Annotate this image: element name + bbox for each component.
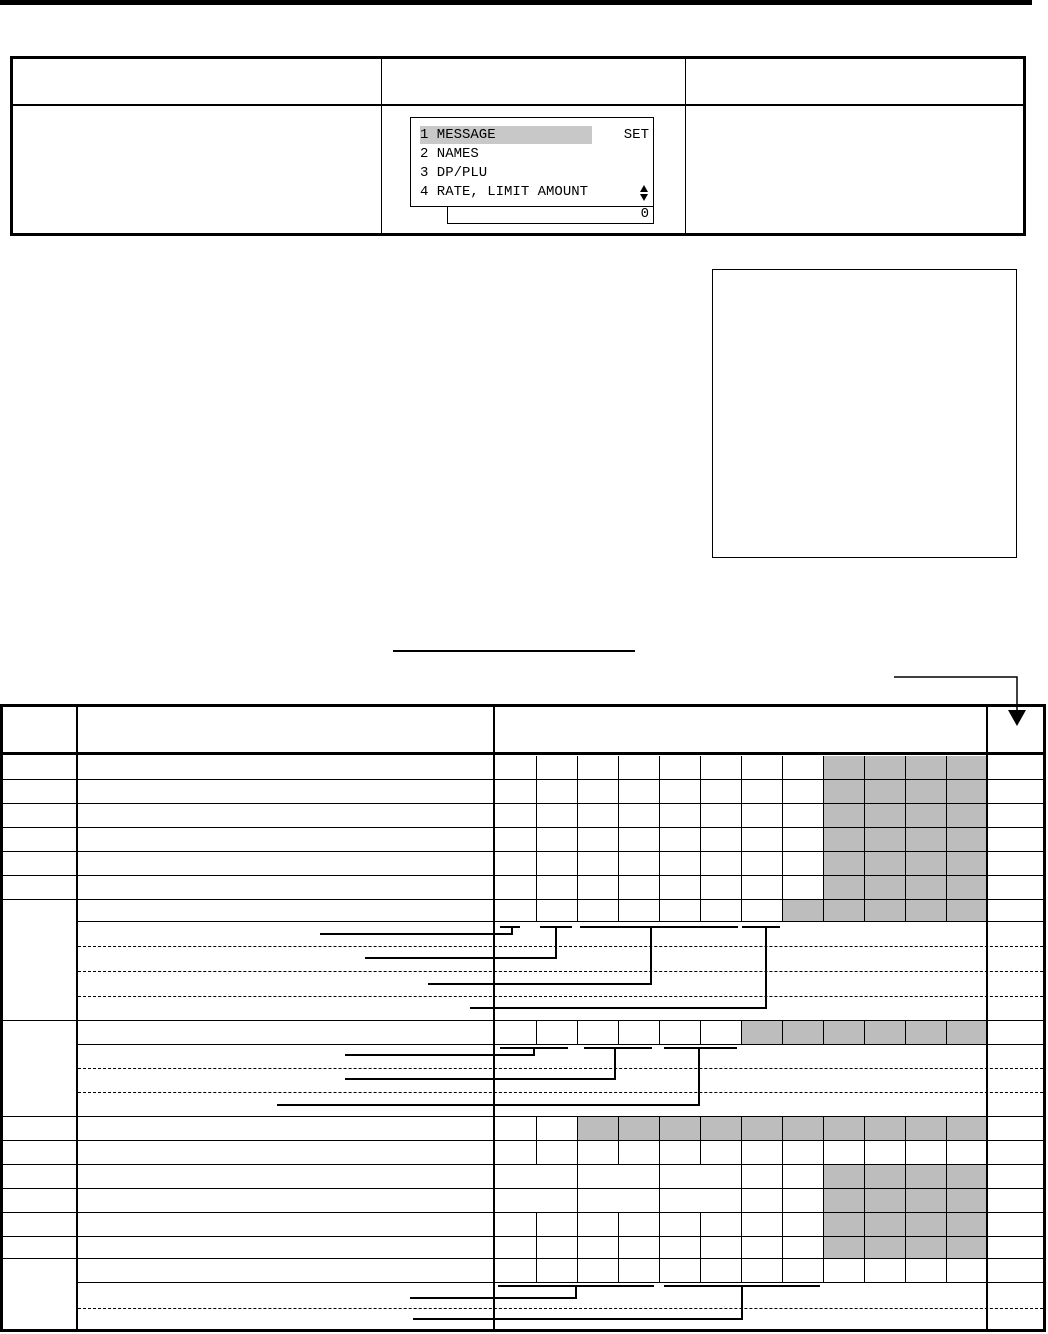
lcd-menu-item-4: 4 RATE, LIMIT AMOUNT (420, 184, 589, 200)
lcd-entry-value: 0 (447, 206, 654, 224)
leader-line (320, 927, 512, 934)
leader-line (410, 1286, 576, 1298)
leader-line (277, 1048, 699, 1105)
lcd-menu-item-3: 3 DP/PLU (420, 165, 488, 181)
lcd-menu-item-1: 1 MESSAGE (420, 126, 592, 144)
lcd-set-label: SET (623, 127, 649, 143)
leader-line (428, 927, 651, 984)
leader-line (470, 927, 766, 1008)
lcd-menu-item-2: 2 NAMES (420, 146, 479, 162)
leader-line (345, 1048, 534, 1055)
leader-line (345, 1048, 615, 1079)
leader-line (365, 927, 556, 958)
leader-line (413, 1286, 742, 1319)
